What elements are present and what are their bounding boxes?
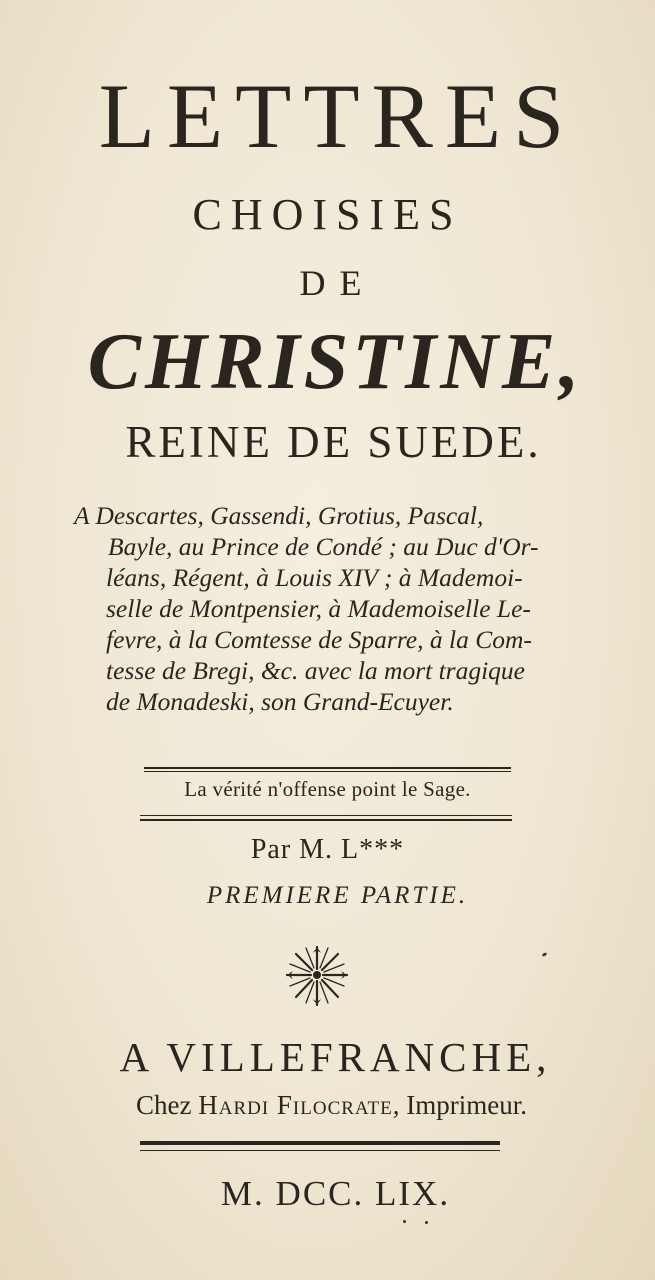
title-christine: CHRISTINE, — [87, 318, 584, 406]
decorative-rule-thick — [140, 1141, 500, 1145]
rule-below-motto-thin — [140, 815, 512, 816]
rule-above-motto — [144, 767, 511, 769]
motto: La vérité n'offense point le Sage. — [184, 777, 471, 801]
dedication-line: Bayle, au Prince de Condé ; au Duc d'Or- — [108, 532, 539, 561]
printer-suffix: , Imprimeur. — [392, 1090, 527, 1120]
dedication-block — [74, 500, 594, 717]
dedication-line: de Monadeski, son Grand-Ecuyer. — [106, 687, 454, 716]
part-line: PREMIERE PARTIE. — [206, 882, 469, 909]
printer-prefix: Chez — [135, 1090, 192, 1120]
printer-name: Hardi Filocrate — [198, 1090, 393, 1120]
dedication-line: A Descartes, Gassendi, Grotius, Pascal, — [74, 501, 484, 530]
title-lettres: LETTRES — [98, 65, 577, 167]
ink-speck — [542, 952, 548, 957]
printers-flower-icon — [282, 937, 352, 1017]
ink-speck — [425, 1221, 428, 1224]
imprint-printer — [0, 1090, 655, 1121]
dedication-line: tesse de Bregi, &c. avec la mort tragique — [106, 656, 525, 685]
title-choisies: CHOISIES — [192, 190, 463, 239]
imprint-place: A VILLEFRANCHE, — [119, 1034, 552, 1080]
dedication-line: fevre, à la Comtesse de Sparre, à la Com- — [106, 625, 532, 654]
rule-below-motto — [140, 819, 512, 821]
author-line: Par M. L*** — [250, 834, 405, 865]
ink-speck — [403, 1220, 406, 1223]
imprint-date: M. DCC. LIX. — [220, 1174, 451, 1213]
title-de: DE — [299, 263, 376, 303]
rule-above-motto-thin — [144, 771, 511, 772]
dedication-line: selle de Montpensier, à Mademoiselle Le- — [106, 594, 531, 623]
title-reine-de-suede: REINE DE SUEDE. — [125, 417, 542, 467]
dedication-line: léans, Régent, à Louis XIV ; à Mademoi- — [106, 563, 523, 592]
decorative-rule-thin — [140, 1150, 500, 1151]
